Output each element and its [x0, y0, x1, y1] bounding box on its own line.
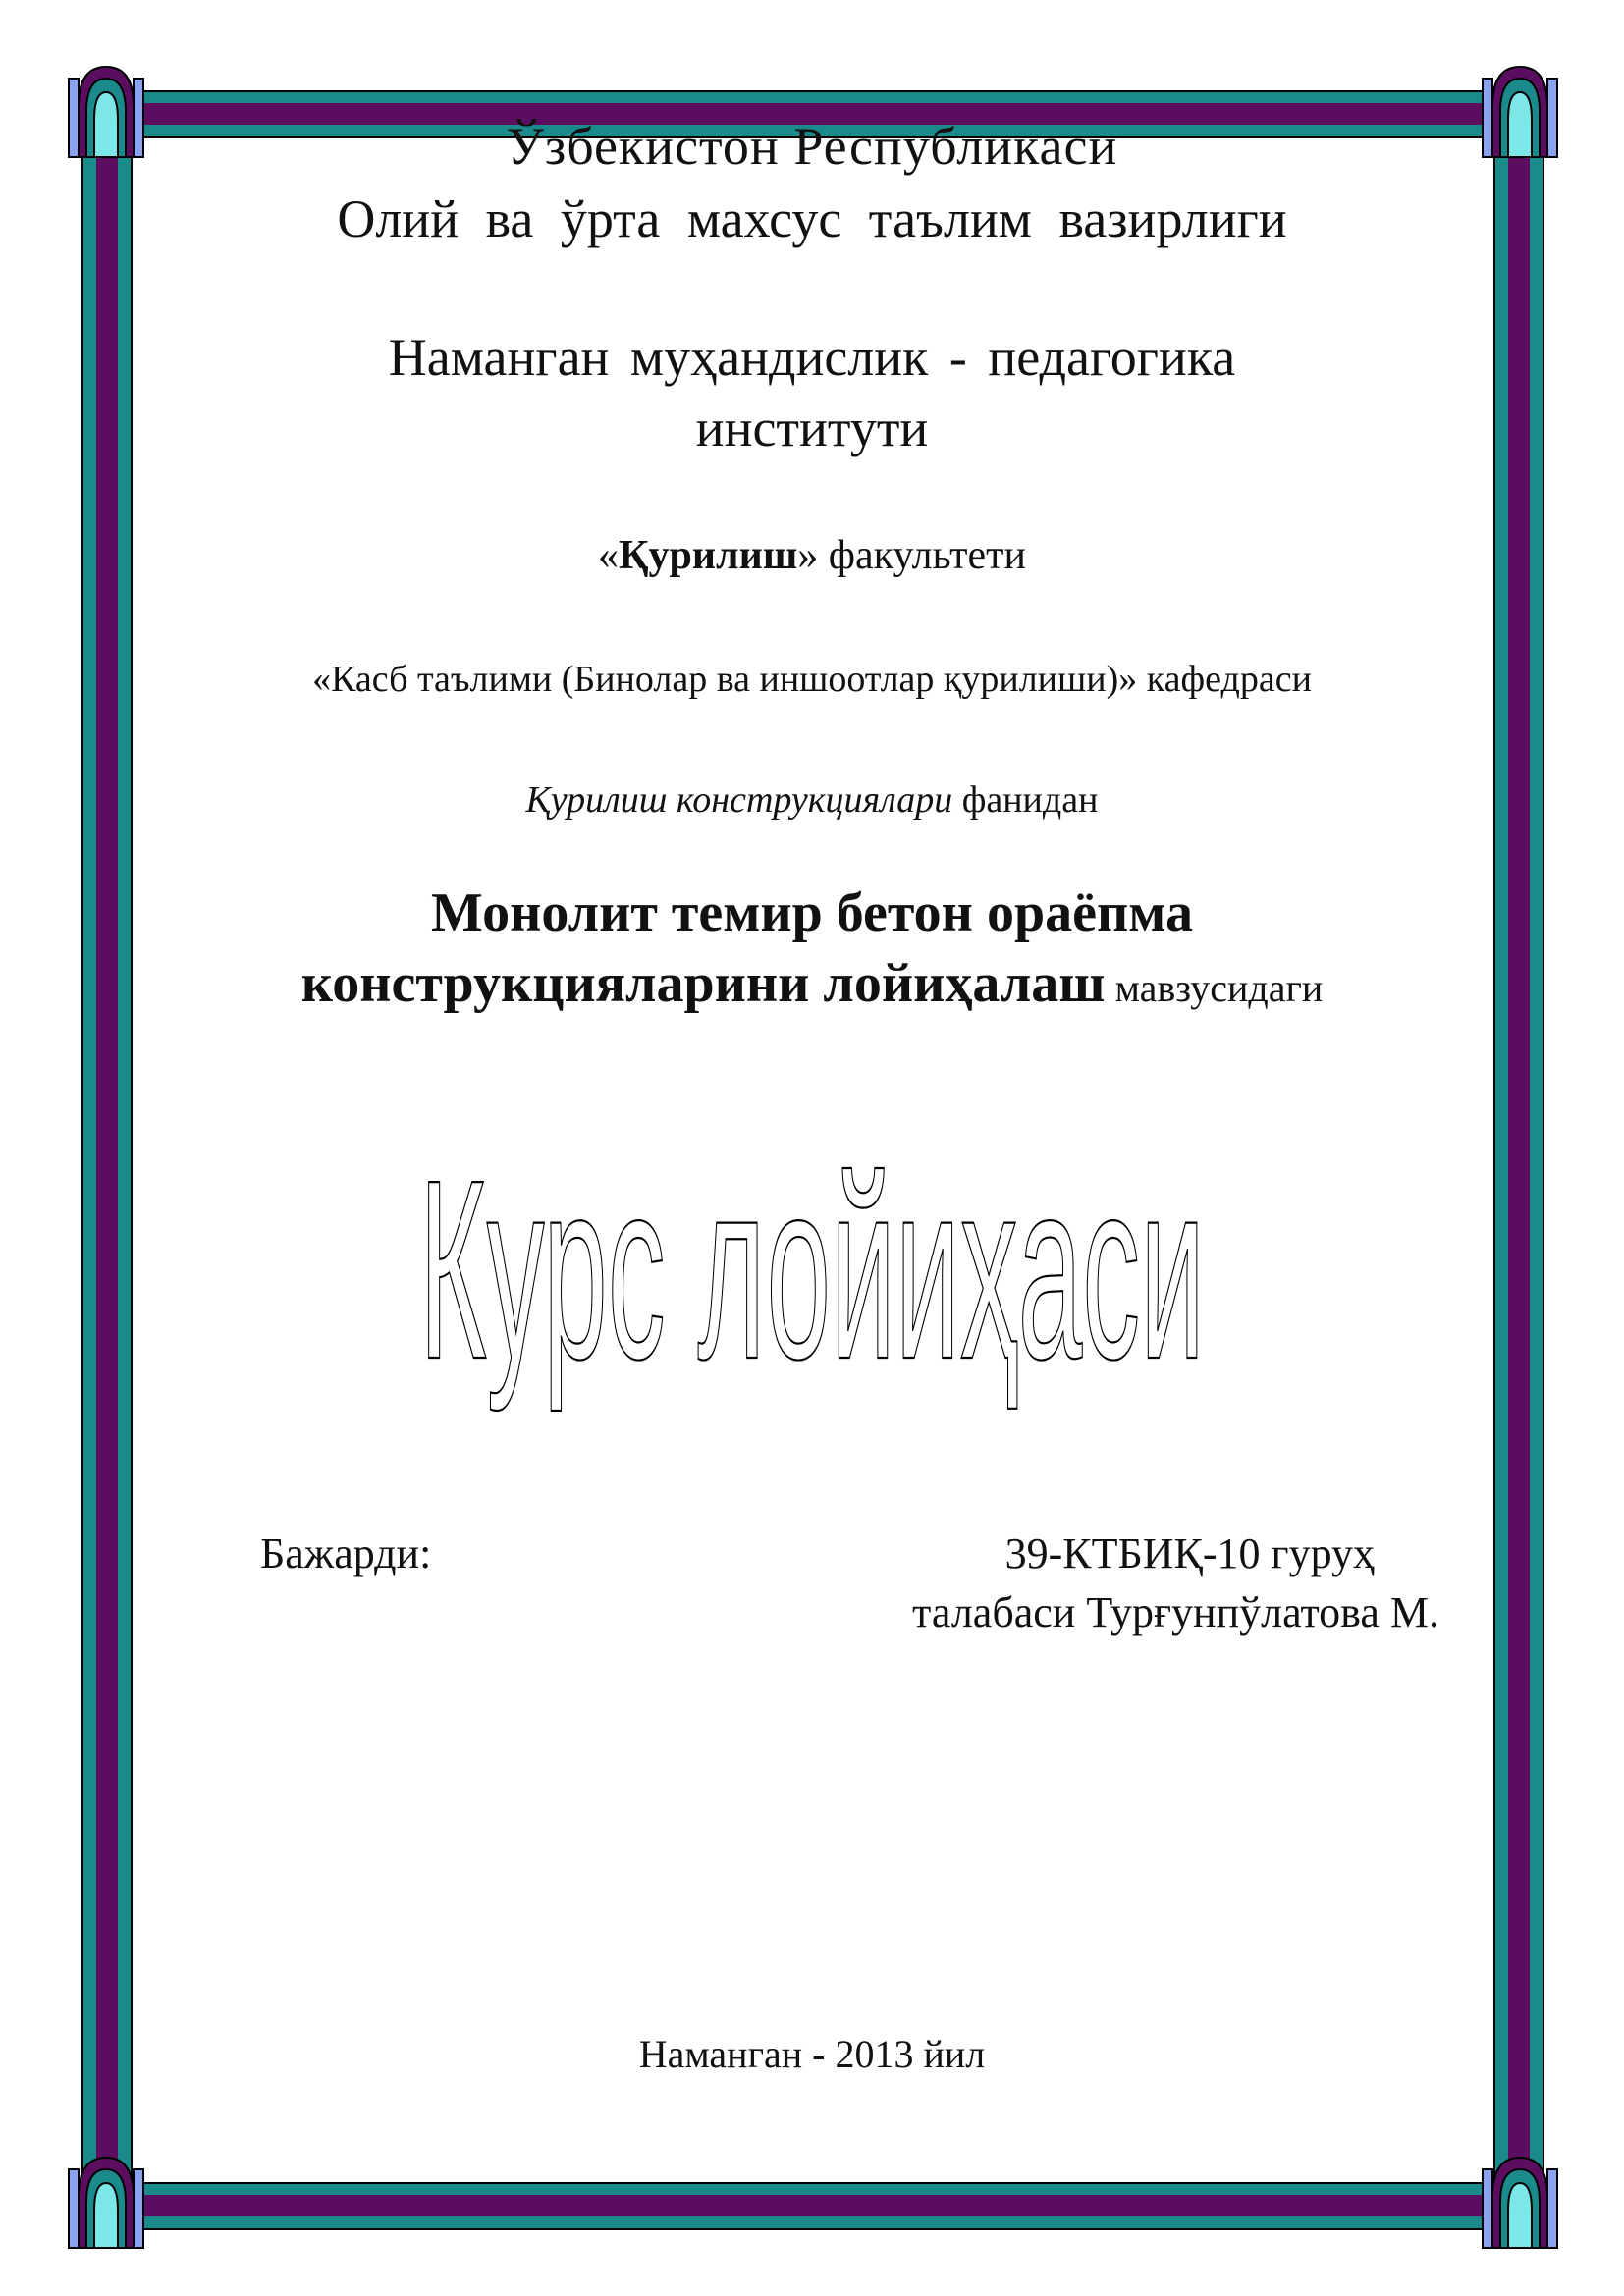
faculty-line: [0, 532, 1624, 579]
work-type-text: Курс лойиҳаси: [419, 1128, 1205, 1413]
executor-group: 39-КТБИҚ-10 гуруҳ: [1004, 1529, 1375, 1577]
subject-name: Қурилиш конструкциялари: [525, 779, 953, 821]
subject-line: [0, 778, 1624, 822]
topic-line2: [0, 952, 1624, 1015]
country-title: Ўзбекистон Республикаси: [506, 117, 1118, 176]
work-type-title: [0, 1104, 1624, 1428]
topic-line2-bold: конструкцияларини лойиҳалаш: [300, 953, 1106, 1014]
ministry-title: Олий ва ўрта махсус таълим вазирлиги: [337, 189, 1287, 248]
topic-suffix: мавзусидаги: [1105, 966, 1324, 1010]
department-line: «Касб таълими (Бинолар ва иншоотлар қурилиши)» кафедраси: [312, 659, 1312, 700]
faculty-suffix: » факультети: [797, 533, 1026, 578]
topic-line1: Монолит темир бетон ораёпма: [431, 882, 1193, 943]
subject-suffix: фанидан: [952, 779, 1099, 821]
footer-city-year: Наманган - 2013 йил: [638, 2032, 986, 2076]
institute-title-line1: Наманган муҳандислик - педагогика: [388, 328, 1236, 387]
faculty-name: Қурилиш: [619, 533, 798, 578]
faculty-open-quote: «: [598, 533, 620, 578]
executor-label: Бажарди:: [260, 1529, 432, 1577]
executor-student: талабаси Турғунпўлатова М.: [912, 1588, 1439, 1636]
institute-title-line2: институти: [695, 399, 929, 457]
